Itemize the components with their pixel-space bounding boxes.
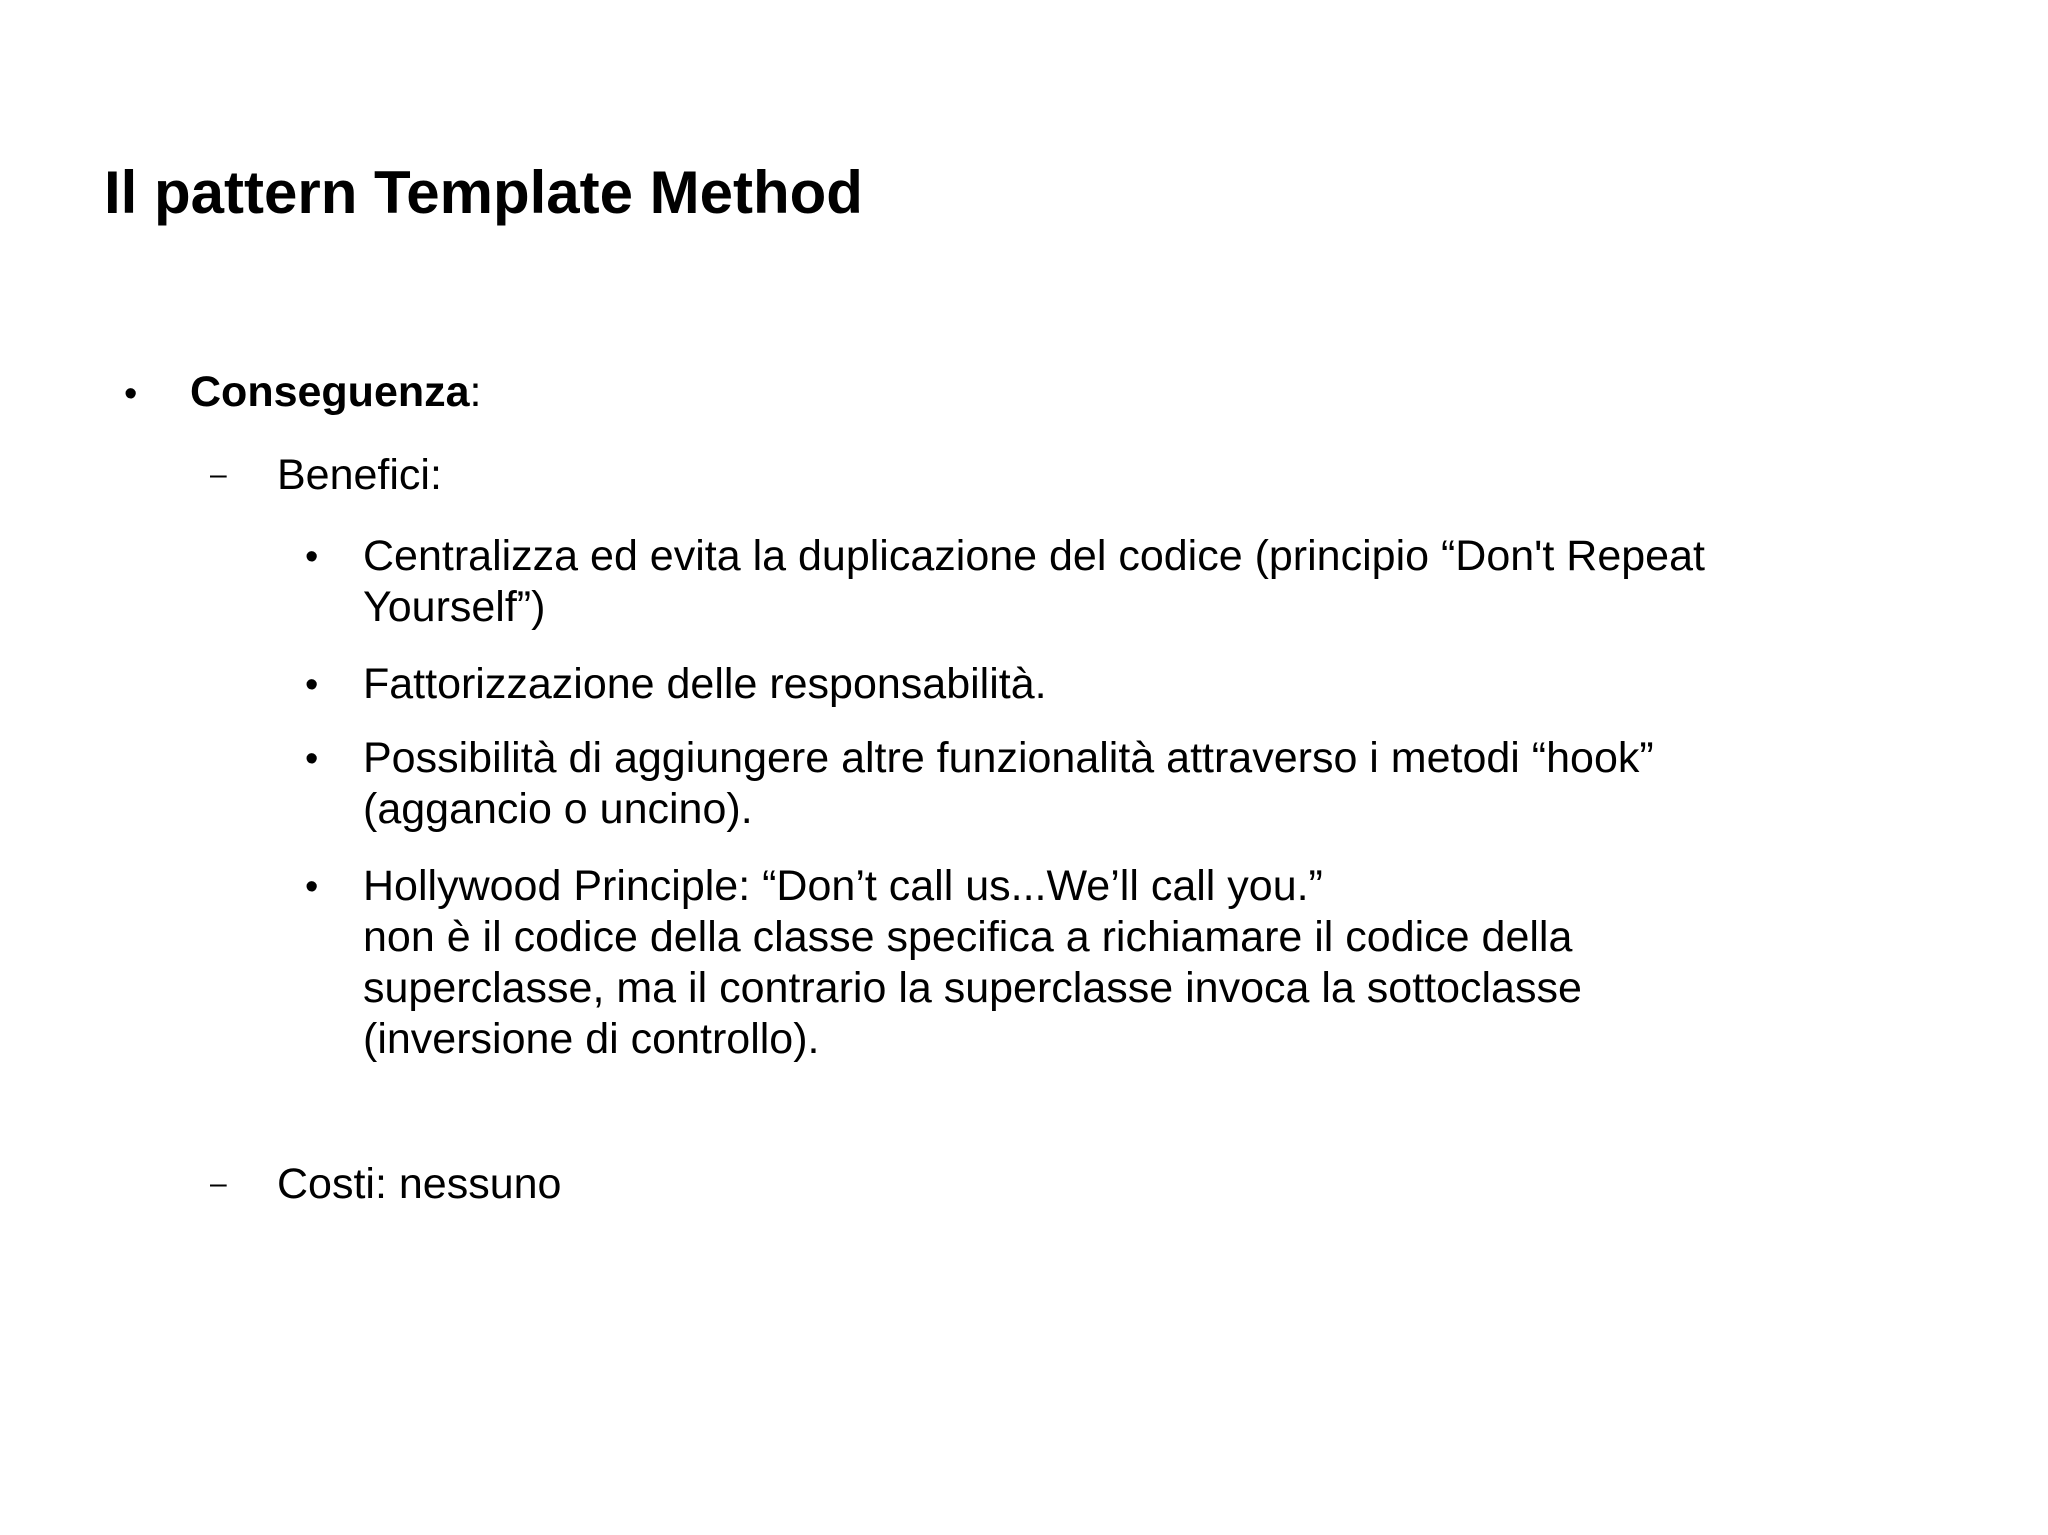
slide-title: Il pattern Template Method bbox=[104, 159, 863, 226]
dash-marker: – bbox=[210, 458, 227, 491]
bullet-marker: • bbox=[305, 738, 319, 780]
conseguenza-colon: : bbox=[469, 368, 482, 416]
conseguenza-label: Conseguenza bbox=[190, 368, 470, 416]
dash-marker: – bbox=[210, 1167, 227, 1200]
conseguenza-heading bbox=[190, 366, 482, 418]
benefici-label: Benefici: bbox=[277, 451, 442, 499]
bullet-marker: • bbox=[305, 664, 319, 706]
bullet-marker: • bbox=[305, 866, 319, 908]
benefit-item-text: Centralizza ed evita la duplicazione del codice (principio “Don't Repeat Yourself”) bbox=[363, 532, 1705, 631]
benefit-item-text: Fattorizzazione delle responsabilità. bbox=[363, 660, 1047, 708]
benefit-item-text: Possibilità di aggiungere altre funzionalità attraverso i metodi “hook” (aggancio o uncino). bbox=[363, 734, 1654, 833]
bullet-marker: • bbox=[124, 373, 138, 415]
benefit-item-text: Hollywood Principle: “Don’t call us...We’ll call you.” non è il codice della classe specifica a richiamare il codice della superclasse, ma il contrario la superclasse invoca la sottoclasse (inversione di controllo). bbox=[363, 862, 1582, 1063]
bullet-marker: • bbox=[305, 536, 319, 578]
costi-label: Costi: nessuno bbox=[277, 1160, 562, 1208]
